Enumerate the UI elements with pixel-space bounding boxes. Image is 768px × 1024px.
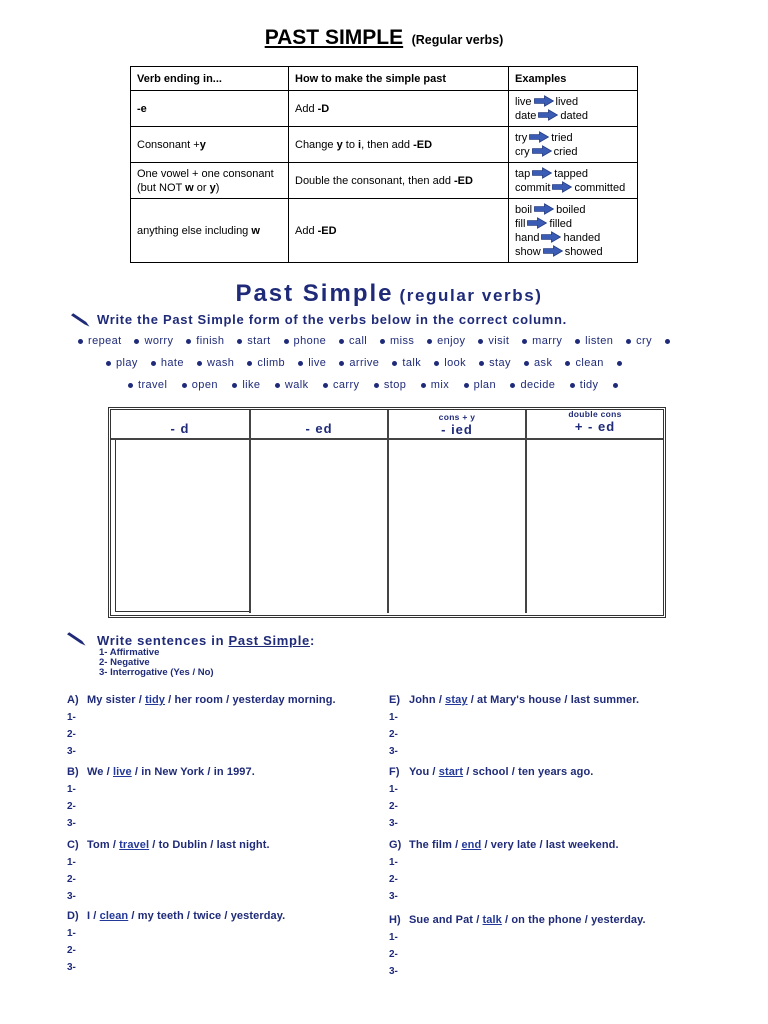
answer-line: 2- xyxy=(389,949,398,960)
column-label: + - ed xyxy=(574,419,616,434)
form-item: 3- Interrogative (Yes / No) xyxy=(99,667,214,678)
answer-line: 1- xyxy=(67,784,76,795)
exercise-letter: E) xyxy=(389,694,401,706)
ending-text: (but NOT xyxy=(137,181,186,194)
sentence-part: My sister / xyxy=(87,694,146,706)
exercise-sentence xyxy=(409,694,639,706)
example-base: fill xyxy=(515,217,526,230)
sentence-part: You / xyxy=(409,766,439,778)
instruction-colon: : xyxy=(309,633,315,648)
exercise-prompt xyxy=(389,837,759,854)
exercise-letter: H) xyxy=(389,914,401,926)
verb-word: talk xyxy=(402,357,422,369)
verb-word: listen xyxy=(585,335,614,347)
answer-line: 1- xyxy=(389,784,398,795)
exercise-prompt xyxy=(389,764,759,781)
verb-word: cry xyxy=(636,335,653,347)
ending-letter: y xyxy=(209,181,216,194)
exercise-c xyxy=(67,837,437,905)
rule-suffix: -ED xyxy=(413,138,433,151)
sentence-part: / in New York / in 1997. xyxy=(131,766,255,778)
verb-word: finish xyxy=(196,335,225,347)
header-examples: Examples xyxy=(509,67,638,91)
example-past: dated xyxy=(560,109,588,122)
ending-text: Consonant + xyxy=(137,138,200,151)
column-label: - ied xyxy=(441,422,473,437)
verb-word: play xyxy=(116,357,138,369)
sentence-part: The film / xyxy=(409,839,462,851)
verb-word: stay xyxy=(489,357,511,369)
ending-text: ) xyxy=(215,181,220,194)
example-base: tap xyxy=(515,167,531,180)
exercise-f xyxy=(389,764,759,832)
exercise-prompt xyxy=(67,692,437,709)
exercise-sentence xyxy=(87,910,285,922)
example-base: hand xyxy=(515,231,540,244)
answer-line: 1- xyxy=(67,928,76,939)
exercise-sentence xyxy=(87,766,255,778)
form-item: 1- Affirmative xyxy=(99,647,160,658)
example-past: tried xyxy=(551,131,573,144)
example-base: live xyxy=(515,95,532,108)
answer-line: 3- xyxy=(389,966,398,977)
sentence-part: / on the phone / yesterday. xyxy=(501,914,646,926)
example-past: handed xyxy=(563,231,601,244)
exercise-sentence xyxy=(409,914,646,926)
exercise-verb: end xyxy=(461,839,482,851)
practice-heading-sub: (regular verbs) xyxy=(399,286,543,305)
exercise-letter: A) xyxy=(67,694,79,706)
practice-heading-main: Past Simple xyxy=(235,280,394,307)
rule-text: Add xyxy=(295,224,318,237)
answer-line: 1- xyxy=(67,857,76,868)
ending-text: -e xyxy=(137,102,147,115)
sentence-part: Sue and Pat / xyxy=(409,914,483,926)
exercise-letter: D) xyxy=(67,910,79,922)
rule-text: Change xyxy=(295,138,337,151)
header-how-to: How to make the simple past xyxy=(289,67,509,91)
sentence-part: We / xyxy=(87,766,113,778)
verb-word: travel xyxy=(138,379,168,391)
exercise-a xyxy=(67,692,437,760)
exercise-letter: B) xyxy=(67,766,79,778)
verbs-instruction: Write the Past Simple form of the verbs below in the correct column. xyxy=(97,312,567,327)
answer-line: 3- xyxy=(389,891,398,902)
ending-letter: w xyxy=(185,181,194,194)
exercise-g xyxy=(389,837,759,905)
verb-word: arrive xyxy=(349,357,380,369)
answer-line: 3- xyxy=(389,746,398,757)
sentence-part: Tom / xyxy=(87,839,120,851)
example-base: boil xyxy=(515,203,533,216)
rule-letter: y xyxy=(336,138,343,151)
instruction-tense: Past Simple xyxy=(228,633,310,648)
verb-word: miss xyxy=(390,335,415,347)
answer-line: 1- xyxy=(389,712,398,723)
answer-line: 3- xyxy=(67,962,76,973)
verb-word: phone xyxy=(293,335,327,347)
verb-word: call xyxy=(349,335,368,347)
example-past: committed xyxy=(574,181,626,194)
exercise-letter: C) xyxy=(67,839,79,851)
exercise-prompt xyxy=(67,764,437,781)
verb-word: look xyxy=(444,357,467,369)
verb-word: ask xyxy=(534,357,553,369)
verb-word: mix xyxy=(430,379,450,391)
answer-line: 1- xyxy=(389,857,398,868)
header-verb-ending: Verb ending in... xyxy=(131,67,289,91)
verb-word: tidy xyxy=(579,379,599,391)
verb-word: live xyxy=(308,357,327,369)
exercise-verb: travel xyxy=(119,839,150,851)
answer-line: 3- xyxy=(67,746,76,757)
ending-text: One vowel + one consonant xyxy=(137,167,274,180)
exercise-verb: talk xyxy=(482,914,502,926)
verb-word: clean xyxy=(575,357,604,369)
exercise-verb: stay xyxy=(445,694,468,706)
column-note: double cons xyxy=(568,409,622,419)
example-past: boiled xyxy=(556,203,586,216)
exercise-sentence xyxy=(409,839,619,851)
verb-word: hate xyxy=(160,357,184,369)
answer-line: 3- xyxy=(67,891,76,902)
verb-word: repeat xyxy=(88,335,122,347)
answer-line: 2- xyxy=(67,801,76,812)
example-base: commit xyxy=(515,181,551,194)
column-label: - d xyxy=(170,421,190,436)
exercises-right-column xyxy=(389,0,759,1024)
example-past: lived xyxy=(555,95,579,108)
answer-line: 2- xyxy=(67,874,76,885)
sentence-part: / school / ten years ago. xyxy=(463,766,594,778)
verb-word: marry xyxy=(532,335,563,347)
verb-word: open xyxy=(191,379,218,391)
example-base: show xyxy=(515,245,541,258)
sentence-part: / very late / last weekend. xyxy=(481,839,619,851)
sentence-part: I / xyxy=(87,910,100,922)
verb-word: worry xyxy=(144,335,174,347)
exercise-sentence xyxy=(87,839,270,851)
instruction-text: Write sentences in xyxy=(97,633,229,648)
answer-line: 2- xyxy=(389,801,398,812)
column-label: - ed xyxy=(305,421,333,436)
example-base: cry xyxy=(515,145,530,158)
exercise-prompt xyxy=(67,837,437,854)
sentence-part: / my teeth / twice / yesterday. xyxy=(128,910,286,922)
exercise-sentence xyxy=(87,694,336,706)
exercise-letter: G) xyxy=(389,839,402,851)
sentence-part: / to Dublin / last night. xyxy=(149,839,270,851)
ending-letter: y xyxy=(199,138,206,151)
ending-letter: w xyxy=(251,224,260,237)
example-base: date xyxy=(515,109,537,122)
verb-word: start xyxy=(247,335,271,347)
sentence-part: John / xyxy=(409,694,446,706)
form-item: 2- Negative xyxy=(99,657,150,668)
answer-line: 2- xyxy=(67,945,76,956)
exercise-verb: clean xyxy=(99,910,129,922)
ending-text: anything else including xyxy=(137,224,252,237)
example-past: filled xyxy=(549,217,573,230)
verb-word: like xyxy=(242,379,261,391)
ending-text: or xyxy=(193,181,210,194)
verb-word: walk xyxy=(284,379,309,391)
exercise-sentence xyxy=(409,766,593,778)
verb-word: enjoy xyxy=(437,335,466,347)
verb-word: wash xyxy=(207,357,235,369)
verb-word: carry xyxy=(332,379,360,391)
exercise-prompt xyxy=(389,912,759,929)
exercise-d xyxy=(67,908,437,976)
example-past: cried xyxy=(553,145,578,158)
sentence-part: / at Mary's house / last summer. xyxy=(467,694,640,706)
verb-word: decide xyxy=(520,379,556,391)
verb-word: climb xyxy=(257,357,286,369)
answer-line: 1- xyxy=(389,932,398,943)
title-main: PAST SIMPLE xyxy=(264,26,404,49)
exercise-verb: live xyxy=(112,766,132,778)
rule-text: Add xyxy=(295,102,318,115)
exercise-letter: F) xyxy=(389,766,400,778)
verb-word: stop xyxy=(383,379,407,391)
example-base: try xyxy=(515,131,528,144)
answer-line: 2- xyxy=(389,874,398,885)
exercise-e xyxy=(389,692,759,760)
verb-word: plan xyxy=(473,379,496,391)
answer-line: 2- xyxy=(67,729,76,740)
exercise-h xyxy=(389,912,759,980)
exercise-b xyxy=(67,764,437,832)
answer-line: 2- xyxy=(389,729,398,740)
exercises-left-column xyxy=(67,0,437,1024)
rule-suffix: -ED xyxy=(454,174,473,187)
rule-letter: i xyxy=(358,138,362,151)
exercise-verb: start xyxy=(438,766,464,778)
rule-text: , then add xyxy=(361,138,414,151)
verb-word: visit xyxy=(488,335,510,347)
rule-text: Double the consonant, then add xyxy=(295,174,455,187)
title-subtitle: (Regular verbs) xyxy=(411,33,504,47)
sentence-part: / her room / yesterday morning. xyxy=(165,694,336,706)
example-past: showed xyxy=(564,245,603,258)
example-past: tapped xyxy=(554,167,588,180)
rule-suffix: -ED xyxy=(317,224,337,237)
answer-line: 3- xyxy=(389,818,398,829)
exercise-prompt xyxy=(67,908,437,925)
answer-line: 1- xyxy=(67,712,76,723)
answer-line: 3- xyxy=(67,818,76,829)
column-note: cons + y xyxy=(438,412,476,422)
exercise-prompt xyxy=(389,692,759,709)
exercise-verb: tidy xyxy=(145,694,166,706)
rule-suffix: -D xyxy=(317,102,330,115)
rule-text: to xyxy=(342,138,359,151)
